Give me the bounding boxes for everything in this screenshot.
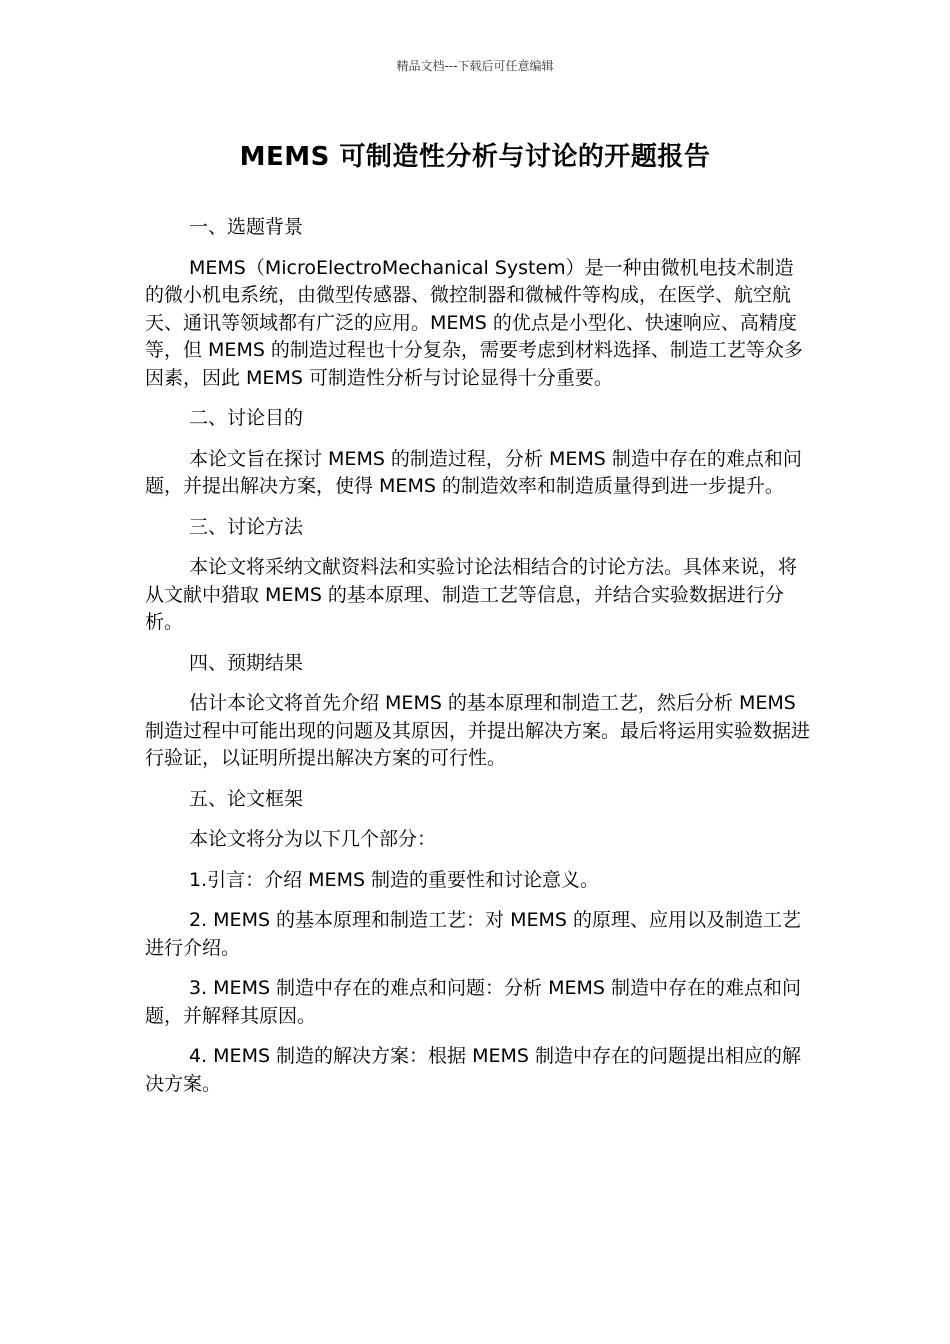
- document-body: [145, 214, 810, 1111]
- section-heading-framework: 五、论文框架: [189, 787, 304, 810]
- section-heading-method: 三、讨论方法: [189, 515, 304, 538]
- header-note: 精品文档---下载后可任意编辑: [396, 59, 554, 73]
- section-heading-background: 一、选题背景: [189, 216, 304, 238]
- list-item: 4. MEMS 制造的解决方案：根据 MEMS 制造中存在的问题提出相应的解决方案。: [145, 1045, 801, 1095]
- section-heading-expected-results: 四、预期结果: [189, 651, 304, 674]
- section-heading-purpose: 二、讨论目的: [189, 407, 304, 429]
- paragraph-method: 本论文将采纳文献资料法和实验讨论法相结合的讨论方法。具体来说，将从文献中猎取 MEMS 的基本原理、制造工艺等信息，并结合实验数据进行分析。: [145, 556, 798, 633]
- list-item: 1.引言：介绍 MEMS 制造的重要性和讨论意义。: [189, 868, 600, 891]
- paragraph-background: MEMS（MicroElectroMechanical System）是一种由微机电技术制造的微小机电系统，由微型传感器、微控制器和微械件等构成，在医学、航空航天、通讯等领域都有广泛的应用。MEMS 的优点是小型化、快速响应、高精度等，但 MEMS 的制造过程也十分复杂，需要考虑到材料选择、制造工艺等众多因素，因此 MEMS 可制造性分析与讨论显得十分重要。: [145, 256, 803, 389]
- paragraph-framework-intro: 本论文将分为以下几个部分：: [189, 828, 437, 850]
- document-title: MEMS 可制造性分析与讨论的开题报告: [239, 142, 711, 172]
- paragraph-purpose: 本论文旨在探讨 MEMS 的制造过程，分析 MEMS 制造中存在的难点和问题，并提出解决方案，使得 MEMS 的制造效率和制造质量得到进一步提升。: [145, 447, 802, 497]
- list-item: 2. MEMS 的基本原理和制造工艺：对 MEMS 的原理、应用以及制造工艺进行介绍。: [145, 909, 801, 959]
- paragraph-expected-results: 估计本论文将首先介绍 MEMS 的基本原理和制造工艺，然后分析 MEMS 制造过程中可能出现的问题及其原因，并提出解决方案。最后将运用实验数据进行验证，以证明所提出解决方案的可行性。: [145, 692, 811, 769]
- list-item: 3. MEMS 制造中存在的难点和问题：分析 MEMS 制造中存在的难点和问题，并解释其原因。: [145, 977, 801, 1027]
